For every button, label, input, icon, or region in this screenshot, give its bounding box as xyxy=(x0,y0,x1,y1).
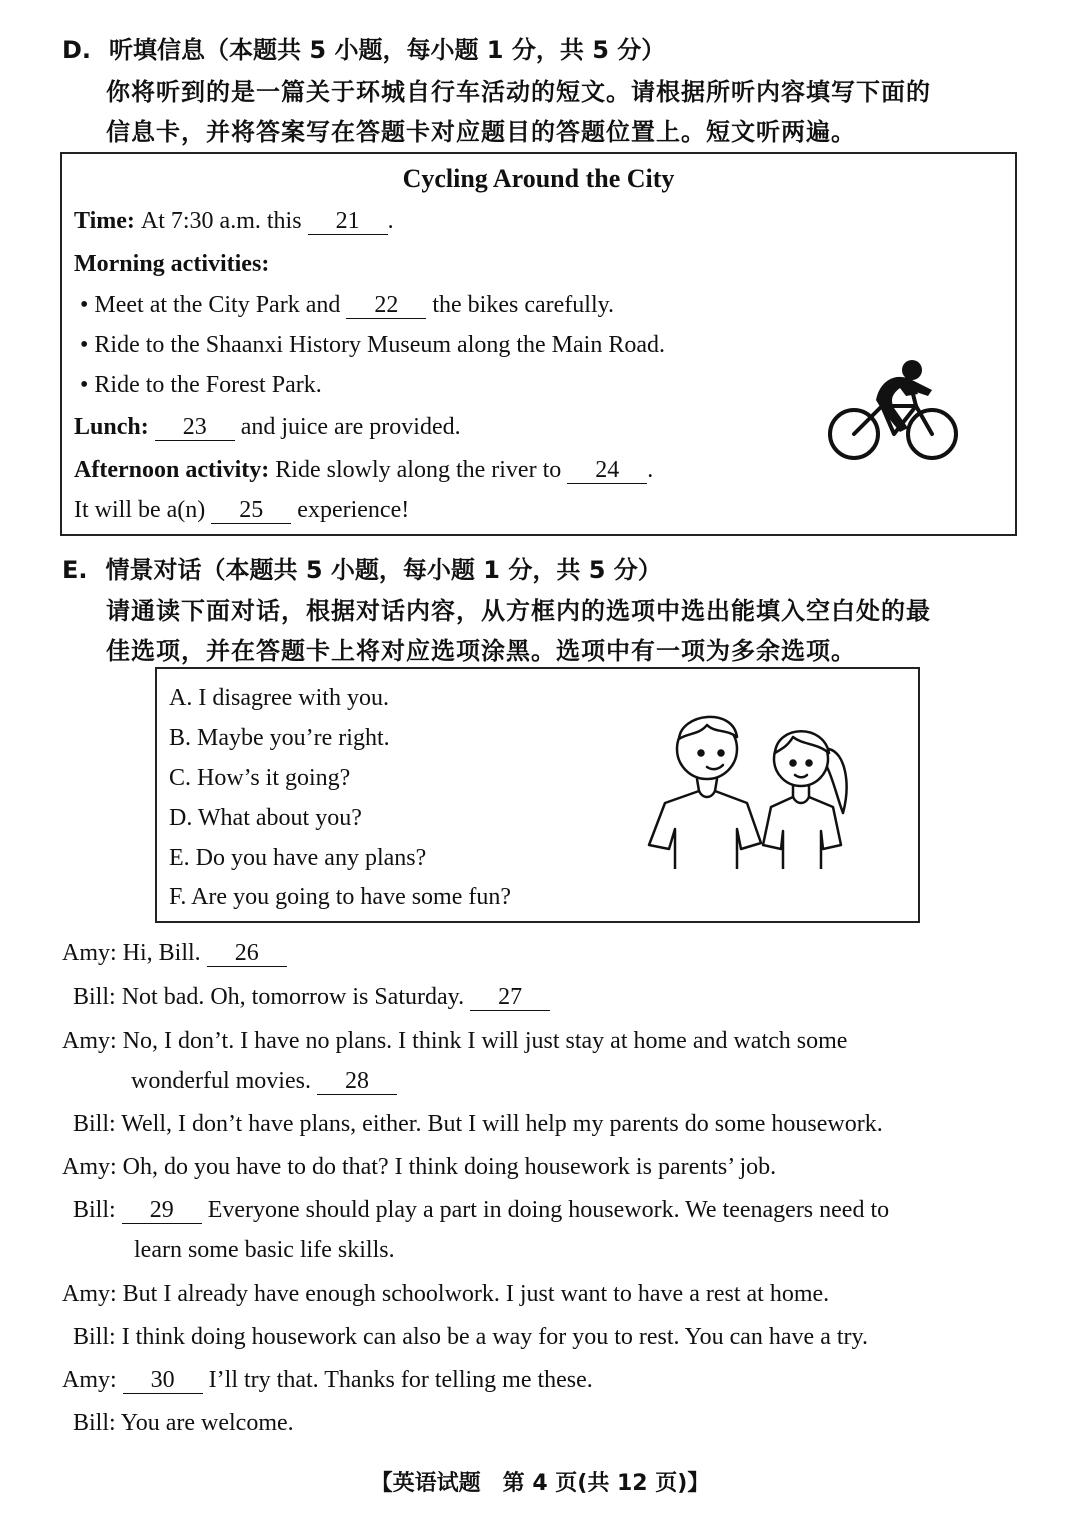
dialog-line-3 xyxy=(62,1028,847,1055)
bullet-2-text: Ride to the Shaanxi History Museum along the Main Road. xyxy=(94,332,666,358)
lunch-row: Lunch: 23 and juice are provided. xyxy=(74,414,461,440)
option-e: E. Do you have any plans? xyxy=(169,845,427,871)
final-row xyxy=(74,497,409,524)
blank-22[interactable]: 22 xyxy=(346,292,426,319)
dialog-text: No, I don’t. I have no plans. I think I will just stay at home and watch some xyxy=(122,1028,848,1054)
dialog-line-1 xyxy=(62,940,287,967)
info-card xyxy=(60,152,1017,536)
section-d-instruction-2: 信息卡，并将答案写在答题卡对应题目的答题位置上。短文听两遍。 xyxy=(106,118,856,146)
dialog-text: Not bad. Oh, tomorrow is Saturday. xyxy=(121,984,465,1010)
section-e-instruction-2: 佳选项，并在答题卡上将对应选项涂黑。选项中有一项为多余选项。 xyxy=(106,637,856,665)
dialog-line-3b xyxy=(131,1068,397,1095)
options-box xyxy=(155,667,920,923)
blank-21[interactable]: 21 xyxy=(308,208,388,235)
dialog-line-4 xyxy=(73,1111,883,1138)
final-pre: It will be a(n) xyxy=(74,497,206,523)
section-d-title: 听填信息（本题共 5 小题，每小题 1 分，共 5 分） xyxy=(109,36,666,64)
dialog-line-6 xyxy=(73,1197,889,1224)
bullet-3-text: Ride to the Forest Park. xyxy=(94,372,322,398)
section-d-letter: D. xyxy=(62,36,92,64)
blank-24[interactable]: 24 xyxy=(567,457,647,484)
cyclist-illustration xyxy=(820,354,970,466)
morning-label-row: Morning activities: xyxy=(74,251,270,277)
dialog-text: wonderful movies. xyxy=(131,1068,311,1094)
section-e-letter: E. xyxy=(62,556,88,584)
option-c: C. How’s it going? xyxy=(169,765,351,791)
dialog-text: Everyone should play a part in doing housework. We teenagers need to xyxy=(207,1197,890,1223)
dialog-line-10 xyxy=(73,1410,294,1437)
final-post: experience! xyxy=(297,497,410,523)
option-f: F. Are you going to have some fun? xyxy=(169,884,512,910)
blank-29[interactable]: 29 xyxy=(122,1197,202,1224)
bullet-1-post: the bikes carefully. xyxy=(432,292,615,318)
section-e-heading xyxy=(62,550,662,585)
section-e-title: 情景对话（本题共 5 小题，每小题 1 分，共 5 分） xyxy=(105,556,662,584)
dialog-text: Well, I don’t have plans, either. But I will help my parents do some housework. xyxy=(121,1111,883,1137)
speaker-bill: Bill: xyxy=(73,984,116,1010)
blank-26[interactable]: 26 xyxy=(207,940,287,967)
speaker-amy: Amy: xyxy=(62,1028,117,1054)
section-d-instruction-1: 你将听到的是一篇关于环城自行车活动的短文。请根据所听内容填写下面的 xyxy=(106,78,931,106)
speaker-amy: Amy: xyxy=(62,940,117,966)
blank-25[interactable]: 25 xyxy=(211,497,291,524)
dialog-text: You are welcome. xyxy=(120,1410,294,1436)
speaker-bill: Bill: xyxy=(73,1197,116,1223)
dialog-line-5 xyxy=(62,1154,776,1181)
dialog-text: I’ll try that. Thanks for telling me these. xyxy=(208,1367,593,1393)
lunch-post: and juice are provided. xyxy=(240,414,461,440)
dialog-line-9 xyxy=(62,1367,593,1394)
dialog-text: Hi, Bill. xyxy=(122,940,201,966)
page-footer: 【英语试题 第 4 页(共 12 页)】 xyxy=(370,1471,710,1496)
boy-girl-illustration xyxy=(641,703,871,869)
section-e-instruction-1: 请通读下面对话，根据对话内容，从方框内的选项中选出能填入空白处的最 xyxy=(106,597,931,625)
card-time-row: Time: At 7:30 a.m. this 21 . xyxy=(74,208,394,234)
speaker-amy: Amy: xyxy=(62,1154,117,1180)
time-label: Time xyxy=(74,208,127,234)
bullet-2: • Ride to the Shaanxi History Museum along the Main Road. xyxy=(80,332,666,358)
blank-28[interactable]: 28 xyxy=(317,1068,397,1095)
blank-23[interactable]: 23 xyxy=(155,414,235,441)
afternoon-row: Afternoon activity: Ride slowly along the river to 24 . xyxy=(74,457,654,483)
blank-30[interactable]: 30 xyxy=(123,1367,203,1394)
speaker-bill: Bill: xyxy=(73,1111,116,1137)
speaker-bill: Bill: xyxy=(73,1324,116,1350)
option-b: B. Maybe you’re right. xyxy=(169,725,390,751)
dialog-text: But I already have enough schoolwork. I just want to have a rest at home. xyxy=(122,1281,830,1307)
dialog-line-8 xyxy=(73,1324,868,1351)
afternoon-text: Ride slowly along the river to xyxy=(275,457,562,483)
speaker-amy: Amy: xyxy=(62,1367,117,1393)
dialog-text: Oh, do you have to do that? I think doing housework is parents’ job. xyxy=(122,1154,777,1180)
dialog-line-7 xyxy=(62,1281,829,1308)
bullet-3: • Ride to the Forest Park. xyxy=(80,372,322,398)
section-d-heading xyxy=(62,30,665,65)
time-text: At 7:30 a.m. this xyxy=(140,208,302,234)
option-d: D. What about you? xyxy=(169,805,362,831)
lunch-label: Lunch xyxy=(74,414,141,440)
dialog-line-6b xyxy=(134,1237,395,1264)
blank-27[interactable]: 27 xyxy=(470,984,550,1011)
bullet-1: • Meet at the City Park and 22 the bikes carefully. xyxy=(80,292,615,318)
afternoon-label: Afternoon activity xyxy=(74,457,262,483)
dialog-text: I think doing housework can also be a way for you to rest. You can have a try. xyxy=(121,1324,868,1350)
speaker-amy: Amy: xyxy=(62,1281,117,1307)
speaker-bill: Bill: xyxy=(73,1410,116,1436)
card-title: Cycling Around the City xyxy=(402,164,675,193)
option-a: A. I disagree with you. xyxy=(169,685,389,711)
bullet-1-pre: Meet at the City Park and xyxy=(94,292,341,318)
morning-label: Morning activities xyxy=(74,251,262,277)
dialog-line-2 xyxy=(73,984,550,1011)
dialog-text: learn some basic life skills. xyxy=(134,1237,395,1263)
